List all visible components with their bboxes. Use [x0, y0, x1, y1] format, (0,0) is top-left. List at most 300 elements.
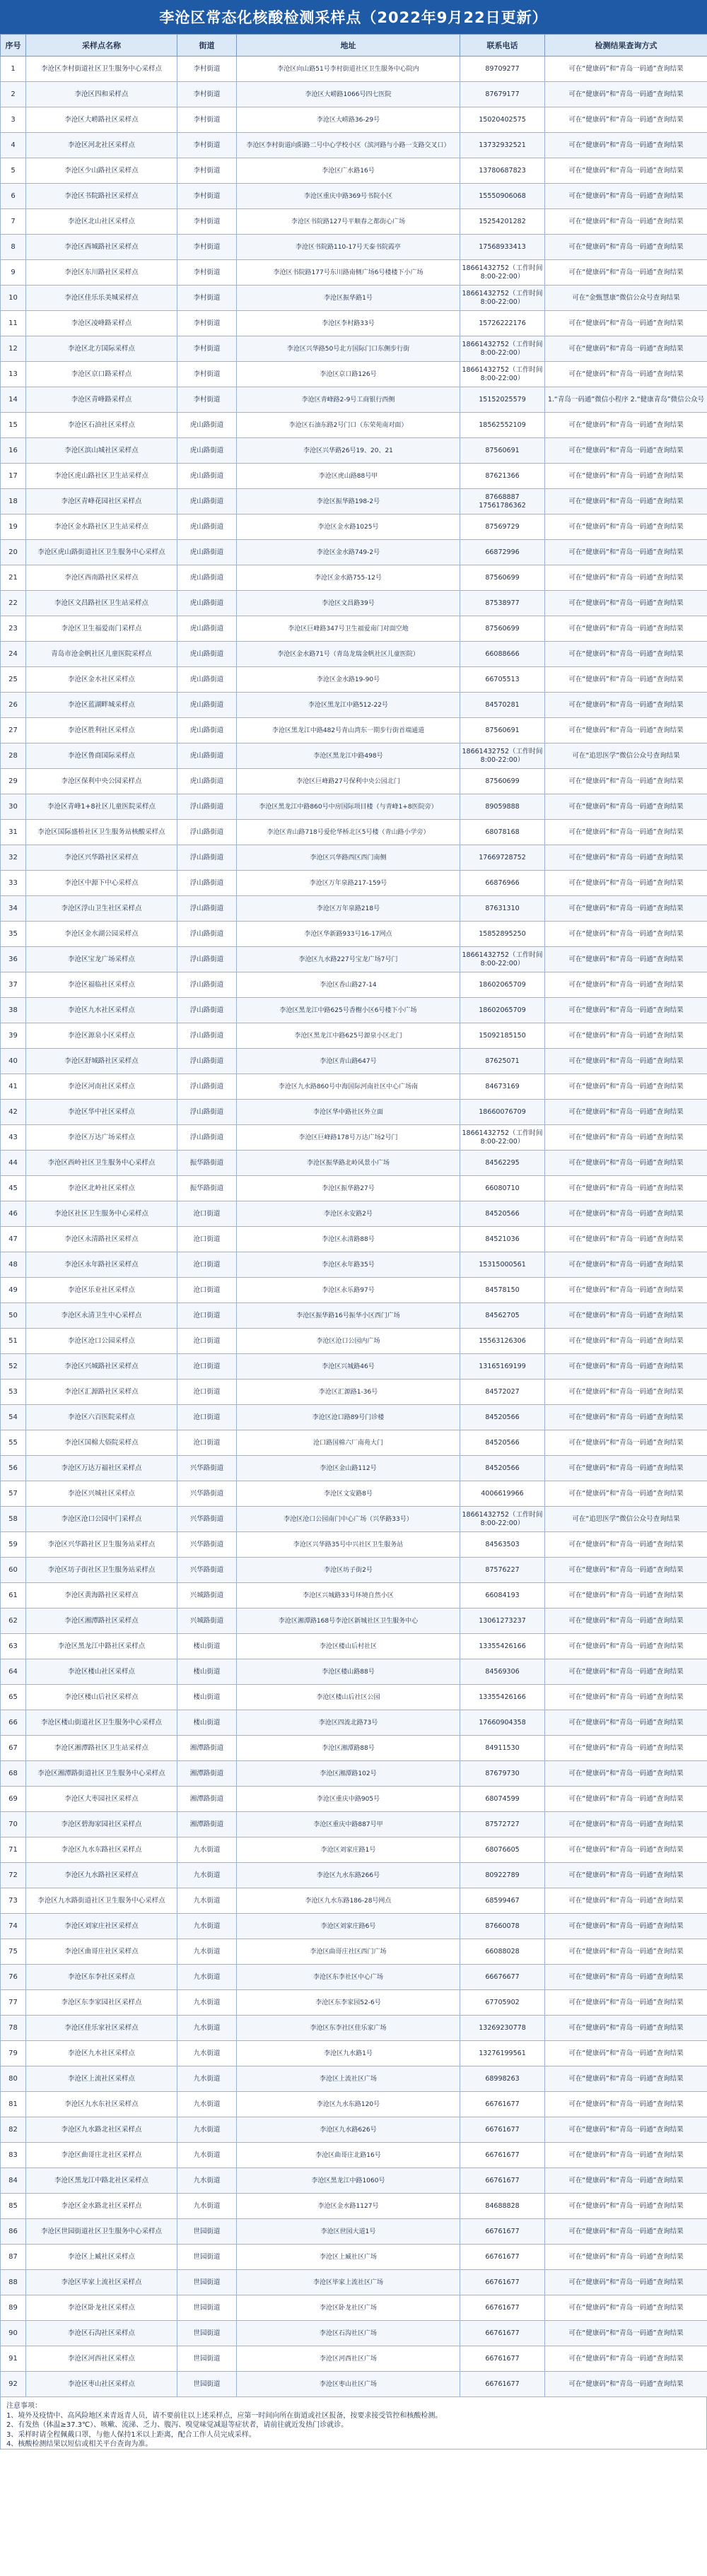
- street: 沧口街道: [177, 1201, 237, 1227]
- site-name: 李沧区西南路社区采样点: [26, 565, 177, 591]
- query-method: 可在“健康码”和“青岛一码通”查询结果: [545, 2245, 707, 2270]
- row-no: 2: [1, 82, 26, 107]
- query-method: 可在“健康码”和“青岛一码通”查询结果: [545, 1659, 707, 1685]
- street: 九水街道: [177, 2143, 237, 2168]
- street: 九水街道: [177, 1990, 237, 2016]
- query-method: 可在“健康码”和“青岛一码通”查询结果: [545, 1023, 707, 1049]
- query-method: 可在“健康码”和“青岛一码通”查询结果: [545, 1863, 707, 1888]
- site-name: 李沧区国棉大俗院采样点: [26, 1430, 177, 1456]
- site-name: 李沧区河北社区采样点: [26, 133, 177, 158]
- row-no: 87: [1, 2245, 26, 2270]
- table-row: [1, 1481, 707, 1507]
- street: 沧口街道: [177, 1227, 237, 1252]
- address: 李沧区华中路社区外立面: [237, 1100, 460, 1125]
- address: 李沧区重庆中路905号: [237, 1787, 460, 1812]
- row-no: 13: [1, 362, 26, 387]
- query-method: 可在“健康码”和“青岛一码通”查询结果: [545, 464, 707, 489]
- address: 李沧区永乐路97号: [237, 1278, 460, 1303]
- query-method: 可在“健康码”和“青岛一码通”查询结果: [545, 57, 707, 82]
- row-no: 10: [1, 286, 26, 311]
- address: 李沧区书院路127号平顺春之都街心广场: [237, 209, 460, 235]
- street: 九水街道: [177, 2041, 237, 2066]
- street: 楼山街道: [177, 1659, 237, 1685]
- row-no: 74: [1, 1914, 26, 1939]
- row-no: 85: [1, 2194, 26, 2219]
- phone: 13355426166: [460, 1634, 545, 1659]
- address: 李沧区楼山后村社区: [237, 1634, 460, 1659]
- query-method: 可在“健康码”和“青岛一码通”查询结果: [545, 947, 707, 972]
- phone: 84562295: [460, 1151, 545, 1176]
- table-row: [1, 336, 707, 362]
- row-no: 3: [1, 107, 26, 133]
- table-row: [1, 1532, 707, 1558]
- site-name: 李沧区河南社区采样点: [26, 1074, 177, 1100]
- phone: 15852895250: [460, 922, 545, 947]
- row-no: 84: [1, 2168, 26, 2194]
- address: 李沧区重庆中路369号书院小区: [237, 184, 460, 209]
- address: 李沧区香山路27-14: [237, 972, 460, 998]
- site-name: 李沧区世园街道社区卫生服务中心采样点: [26, 2219, 177, 2245]
- phone: 66761677: [460, 2219, 545, 2245]
- query-method: 可在“健康码”和“青岛一码通”查询结果: [545, 1303, 707, 1329]
- query-method: 1.“青岛一码通”微信小程序 2.“健康青岛”微信公众号: [545, 387, 707, 413]
- address: 李沧区振华路27号: [237, 1176, 460, 1201]
- table-row: [1, 438, 707, 464]
- phone: 87560699: [460, 769, 545, 794]
- street: 世园街道: [177, 2372, 237, 2397]
- row-no: 90: [1, 2321, 26, 2346]
- table-row: [1, 820, 707, 845]
- col-header-query: 检测结果查询方式: [545, 35, 707, 57]
- site-name: 李沧区东李家园社区采样点: [26, 1990, 177, 2016]
- street: 李村街道: [177, 311, 237, 336]
- street: 浮山路街道: [177, 1074, 237, 1100]
- site-name: 李沧区毕家上流社区采样点: [26, 2270, 177, 2295]
- row-no: 43: [1, 1125, 26, 1151]
- address: 李沧区向山路51号李村街道社区卫生服务中心院内: [237, 57, 460, 82]
- row-no: 48: [1, 1252, 26, 1278]
- street: 李村街道: [177, 336, 237, 362]
- query-method: 可在“健康码”和“青岛一码通”查询结果: [545, 1456, 707, 1481]
- table-row: [1, 1812, 707, 1837]
- row-no: 6: [1, 184, 26, 209]
- query-method: 可在“健康码”和“青岛一码通”查询结果: [545, 2295, 707, 2321]
- query-method: 可在“健康码”和“青岛一码通”查询结果: [545, 820, 707, 845]
- address: 李沧区湘潭路88号: [237, 1736, 460, 1761]
- notes: [0, 2397, 707, 2449]
- row-no: 65: [1, 1685, 26, 1710]
- phone: 66088028: [460, 1939, 545, 1965]
- street: 李村街道: [177, 387, 237, 413]
- address: 李沧区兴华路35号中兴社区卫生服务站: [237, 1532, 460, 1558]
- site-name: 李沧区东川路社区采样点: [26, 260, 177, 286]
- row-no: 60: [1, 1558, 26, 1583]
- phone: 89709277: [460, 57, 545, 82]
- site-name: 李沧区中源下中心采样点: [26, 871, 177, 896]
- street: 沧口街道: [177, 1380, 237, 1405]
- address: 李沧区金山路112号: [237, 1456, 460, 1481]
- table-row: [1, 1405, 707, 1430]
- query-method: 可在“健康码”和“青岛一码通”查询结果: [545, 489, 707, 514]
- street: 浮山路街道: [177, 871, 237, 896]
- row-no: 33: [1, 871, 26, 896]
- street: 虎山路街道: [177, 413, 237, 438]
- site-name: 李沧区黄海路社区采样点: [26, 1583, 177, 1608]
- address: 李沧区永清路88号: [237, 1227, 460, 1252]
- address: 李沧区万年泉路217-159号: [237, 871, 460, 896]
- street: 振华路街道: [177, 1151, 237, 1176]
- row-no: 23: [1, 616, 26, 642]
- address: 李沧区毕家上流社区广场: [237, 2270, 460, 2295]
- query-method: 可在“健康码”和“青岛一码通”查询结果: [545, 1990, 707, 2016]
- query-method: 可在“追思医学”微信公众号查询结果: [545, 1507, 707, 1532]
- street: 九水街道: [177, 1863, 237, 1888]
- address: 李沧区金水路1025号: [237, 514, 460, 540]
- row-no: 66: [1, 1710, 26, 1736]
- row-no: 15: [1, 413, 26, 438]
- site-name: 李沧区北方国际采样点: [26, 336, 177, 362]
- street: 李村街道: [177, 184, 237, 209]
- phone: 68998263: [460, 2066, 545, 2092]
- street: 李村街道: [177, 235, 237, 260]
- table-row: [1, 2092, 707, 2117]
- phone: 84911530: [460, 1736, 545, 1761]
- address: 李沧区永年路35号: [237, 1252, 460, 1278]
- street: 虎山路街道: [177, 438, 237, 464]
- street: 李村街道: [177, 362, 237, 387]
- row-no: 46: [1, 1201, 26, 1227]
- phone: 15254201282: [460, 209, 545, 235]
- address: 李沧区大崂路36-29号: [237, 107, 460, 133]
- table-row: [1, 82, 707, 107]
- query-method: 可在“健康码”和“青岛一码通”查询结果: [545, 2168, 707, 2194]
- address: 李沧区坊子街2号: [237, 1558, 460, 1583]
- address: 李沧区永安路2号: [237, 1201, 460, 1227]
- row-no: 5: [1, 158, 26, 184]
- table-row: [1, 1278, 707, 1303]
- address: 李沧区东李家园52-6号: [237, 1990, 460, 2016]
- street: 湘潭路街道: [177, 1812, 237, 1837]
- site-name: 李沧区湘潭路社区卫生站采样点: [26, 1736, 177, 1761]
- address: 李沧区刘家庄路1号: [237, 1837, 460, 1863]
- address: 李沧区沧口公园南门中心广场（兴华路33号）: [237, 1507, 460, 1532]
- table-row: [1, 133, 707, 158]
- address: 李沧区九水东路186-28号网点: [237, 1888, 460, 1914]
- query-method: 可在“健康码”和“青岛一码通”查询结果: [545, 2143, 707, 2168]
- street: 世园街道: [177, 2346, 237, 2372]
- table-row: [1, 1608, 707, 1634]
- site-name: 李沧区乐业社区采样点: [26, 1278, 177, 1303]
- row-no: 72: [1, 1863, 26, 1888]
- phone: 18661432752（工作时间8:00-22:00）: [460, 336, 545, 362]
- site-name: 李沧区虎山路街道社区卫生服务中心采样点: [26, 540, 177, 565]
- query-method: 可在“健康码”和“青岛一码通”查询结果: [545, 1736, 707, 1761]
- site-name: 李沧区卧龙社区采样点: [26, 2295, 177, 2321]
- row-no: 14: [1, 387, 26, 413]
- row-no: 24: [1, 642, 26, 667]
- row-no: 4: [1, 133, 26, 158]
- phone: 87560691: [460, 438, 545, 464]
- address: 李沧区曲哥庄北路16号: [237, 2143, 460, 2168]
- query-method: 可在“健康码”和“青岛一码通”查询结果: [545, 896, 707, 922]
- site-name: 李沧区鲁商国际采样点: [26, 743, 177, 769]
- table-row: [1, 2321, 707, 2346]
- street: 九水街道: [177, 2066, 237, 2092]
- site-name: 李沧区华中社区采样点: [26, 1100, 177, 1125]
- street: 沧口街道: [177, 1303, 237, 1329]
- phone: 18602065709: [460, 972, 545, 998]
- address: 李沧区石油东路2号门口（东荣苑南对面）: [237, 413, 460, 438]
- phone: 84520566: [460, 1456, 545, 1481]
- table-row: [1, 947, 707, 972]
- query-method: 可在“健康码”和“青岛一码通”查询结果: [545, 336, 707, 362]
- row-no: 18: [1, 489, 26, 514]
- phone: 13269230778: [460, 2016, 545, 2041]
- site-name: 李沧区凌峰路采样点: [26, 311, 177, 336]
- address: 李沧区兴华路26号19、20、21: [237, 438, 460, 464]
- street: 虎山路街道: [177, 718, 237, 743]
- street: 虎山路街道: [177, 743, 237, 769]
- table-row: [1, 769, 707, 794]
- phone: 66761677: [460, 2346, 545, 2372]
- site-name: 李沧区李村街道社区卫生服务中心采样点: [26, 57, 177, 82]
- site-name: 李沧区六百医院采样点: [26, 1405, 177, 1430]
- col-header-no: 序号: [1, 35, 26, 57]
- street: 浮山路街道: [177, 972, 237, 998]
- site-name: 李沧区曲哥庄北社区采样点: [26, 2143, 177, 2168]
- address: 李沧区九水路227号宝龙广场7号门: [237, 947, 460, 972]
- row-no: 47: [1, 1227, 26, 1252]
- query-method: 可在“健康码”和“青岛一码通”查询结果: [545, 1812, 707, 1837]
- street: 九水街道: [177, 1888, 237, 1914]
- street: 九水街道: [177, 1914, 237, 1939]
- street: 沧口街道: [177, 1405, 237, 1430]
- phone: 66872996: [460, 540, 545, 565]
- table-row: [1, 540, 707, 565]
- phone: 18562552109: [460, 413, 545, 438]
- phone: 84520566: [460, 1405, 545, 1430]
- query-method: 可在“健康码”和“青岛一码通”查询结果: [545, 1634, 707, 1659]
- row-no: 75: [1, 1939, 26, 1965]
- site-name: 李沧区西岭社区卫生服务中心采样点: [26, 1151, 177, 1176]
- address: 李沧区巨峰路27号保利中央公园北门: [237, 769, 460, 794]
- query-method: 可在“健康码”和“青岛一码通”查询结果: [545, 82, 707, 107]
- site-name: 李沧区九水东路社区采样点: [26, 1837, 177, 1863]
- query-method: 可在“健康码”和“青岛一码通”查询结果: [545, 1888, 707, 1914]
- street: 九水街道: [177, 1965, 237, 1990]
- row-no: 61: [1, 1583, 26, 1608]
- row-no: 67: [1, 1736, 26, 1761]
- phone: 66761677: [460, 2168, 545, 2194]
- table-row: [1, 489, 707, 514]
- site-name: 李沧区兴华路社区采样点: [26, 845, 177, 871]
- query-method: 可在“健康码”和“青岛一码通”查询结果: [545, 1608, 707, 1634]
- table-row: [1, 1685, 707, 1710]
- address: 李沧区汇源路1-36号: [237, 1380, 460, 1405]
- phone: 66761677: [460, 2143, 545, 2168]
- table-row: [1, 1201, 707, 1227]
- site-name: 李沧区曲哥庄社区采样点: [26, 1939, 177, 1965]
- phone: 18661432752（工作时间8:00-22:00）: [460, 1507, 545, 1532]
- row-no: 12: [1, 336, 26, 362]
- phone: 84562705: [460, 1303, 545, 1329]
- phone: 67705902: [460, 1990, 545, 2016]
- table-row: [1, 1252, 707, 1278]
- site-name: 李沧区黑龙江中路社区采样点: [26, 1634, 177, 1659]
- table-row: [1, 1227, 707, 1252]
- row-no: 21: [1, 565, 26, 591]
- phone: 13355426166: [460, 1685, 545, 1710]
- table-row: [1, 1787, 707, 1812]
- phone: 66676677: [460, 1965, 545, 1990]
- address: 李沧区文昌路39号: [237, 591, 460, 616]
- row-no: 89: [1, 2295, 26, 2321]
- row-no: 44: [1, 1151, 26, 1176]
- site-name: 李沧区楼山街道社区卫生服务中心采样点: [26, 1710, 177, 1736]
- query-method: 可在“健康码”和“青岛一码通”查询结果: [545, 1278, 707, 1303]
- query-method: 可在“健康码”和“青岛一码通”查询结果: [545, 667, 707, 693]
- row-no: 41: [1, 1074, 26, 1100]
- street: 虎山路街道: [177, 667, 237, 693]
- street: 湘潭路街道: [177, 1761, 237, 1787]
- query-method: 可在“健康码”和“青岛一码通”查询结果: [545, 998, 707, 1023]
- address: 李沧区书院路177号东川路南侧广场6号楼楼下小广场: [237, 260, 460, 286]
- site-name: 李沧区万达万福社区采样点: [26, 1456, 177, 1481]
- street: 楼山街道: [177, 1710, 237, 1736]
- address: 李沧区黑龙江中路512-22号: [237, 693, 460, 718]
- row-no: 58: [1, 1507, 26, 1532]
- address: 李沧区九水路860号中海国际河南社区中心广场南: [237, 1074, 460, 1100]
- table-row: [1, 2194, 707, 2219]
- table-row: [1, 311, 707, 336]
- table-row: [1, 1965, 707, 1990]
- phone: 84520566: [460, 1430, 545, 1456]
- row-no: 62: [1, 1608, 26, 1634]
- table-row: [1, 57, 707, 82]
- table-row: [1, 1125, 707, 1151]
- street: 九水街道: [177, 2117, 237, 2143]
- street: 世园街道: [177, 2295, 237, 2321]
- street: 李村街道: [177, 107, 237, 133]
- table-row: [1, 642, 707, 667]
- site-name: 李沧区汇源路社区采样点: [26, 1380, 177, 1405]
- street: 李村街道: [177, 260, 237, 286]
- table-row: [1, 235, 707, 260]
- row-no: 57: [1, 1481, 26, 1507]
- phone: 87660078: [460, 1914, 545, 1939]
- table-row: [1, 107, 707, 133]
- row-no: 40: [1, 1049, 26, 1074]
- row-no: 28: [1, 743, 26, 769]
- table-row: [1, 1303, 707, 1329]
- query-method: 可在“健康码”和“青岛一码通”查询结果: [545, 642, 707, 667]
- table-row: [1, 1710, 707, 1736]
- phone: 66080710: [460, 1176, 545, 1201]
- table-row: [1, 1863, 707, 1888]
- site-name: 李沧区金水社区采样点: [26, 667, 177, 693]
- table-row: [1, 2117, 707, 2143]
- table-row: [1, 1837, 707, 1863]
- query-method: 可在“健康码”和“青岛一码通”查询结果: [545, 438, 707, 464]
- query-method: 可在“健康码”和“青岛一码通”查询结果: [545, 2092, 707, 2117]
- table-row: [1, 1023, 707, 1049]
- table-row: [1, 1990, 707, 2016]
- col-header-phone: 联系电话: [460, 35, 545, 57]
- row-no: 53: [1, 1380, 26, 1405]
- address: 李沧区兴城路33号环境自然小区: [237, 1583, 460, 1608]
- site-name: 李沧区佳乐家社区采样点: [26, 2016, 177, 2041]
- address: 李沧区金水路71号（青岛龙瑞金帆社区儿童医院）: [237, 642, 460, 667]
- phone: 87621366: [460, 464, 545, 489]
- table-row: [1, 1507, 707, 1532]
- page-title: 李沧区常态化核酸检测采样点（2022年9月22日更新）: [0, 0, 707, 34]
- address: 李沧区广水路16号: [237, 158, 460, 184]
- query-method: 可在“健康码”和“青岛一码通”查询结果: [545, 1532, 707, 1558]
- site-name: 李沧区金水路社区卫生站采样点: [26, 514, 177, 540]
- row-no: 27: [1, 718, 26, 743]
- phone: 18602065709: [460, 998, 545, 1023]
- row-no: 51: [1, 1329, 26, 1354]
- query-method: 可在“健康码”和“青岛一码通”查询结果: [545, 1710, 707, 1736]
- row-no: 26: [1, 693, 26, 718]
- site-name: 李沧区兴华路社区卫生服务站采样点: [26, 1532, 177, 1558]
- phone: 66705513: [460, 667, 545, 693]
- query-method: 可在“健康码”和“青岛一码通”查询结果: [545, 2016, 707, 2041]
- query-method: 可在“追思医学”微信公众号查询结果: [545, 743, 707, 769]
- site-name: 李沧区九水社区采样点: [26, 998, 177, 1023]
- row-no: 77: [1, 1990, 26, 2016]
- site-name: 李沧区浮山卫生社区采样点: [26, 896, 177, 922]
- table-row: [1, 667, 707, 693]
- address: 李沧区河西社区广场: [237, 2346, 460, 2372]
- street: 湘潭路街道: [177, 1736, 237, 1761]
- street: 浮山路街道: [177, 896, 237, 922]
- row-no: 73: [1, 1888, 26, 1914]
- phone: 13061273237: [460, 1608, 545, 1634]
- row-no: 42: [1, 1100, 26, 1125]
- phone: 17660904358: [460, 1710, 545, 1736]
- col-header-street: 街道: [177, 35, 237, 57]
- phone: 68076605: [460, 1837, 545, 1863]
- table-row: [1, 693, 707, 718]
- site-name: 李沧区西城路社区采样点: [26, 235, 177, 260]
- query-method: 可在“健康码”和“青岛一码通”查询结果: [545, 1430, 707, 1456]
- address: 李沧区枣山社区广场: [237, 2372, 460, 2397]
- site-name: 李沧区佳乐乐美城采样点: [26, 286, 177, 311]
- street: 沧口街道: [177, 1278, 237, 1303]
- query-method: 可在“健康码”和“青岛一码通”查询结果: [545, 1761, 707, 1787]
- phone: 15020402575: [460, 107, 545, 133]
- query-method: 可在“健康码”和“青岛一码通”查询结果: [545, 972, 707, 998]
- street: 九水街道: [177, 1939, 237, 1965]
- address: 李沧区金水路749-2号: [237, 540, 460, 565]
- street: 浮山路街道: [177, 1100, 237, 1125]
- query-method: 可在“健康码”和“青岛一码通”查询结果: [545, 362, 707, 387]
- query-method: 可在“健康码”和“青岛一码通”查询结果: [545, 1125, 707, 1151]
- row-no: 88: [1, 2270, 26, 2295]
- table-row: [1, 286, 707, 311]
- query-method: 可在“健康码”和“青岛一码通”查询结果: [545, 718, 707, 743]
- address: 李沧区刘家庄路6号: [237, 1914, 460, 1939]
- note-line: 2、有发热（体温≥37.3℃）、咳嗽、流涕、乏力、腹泻、嗅觉味觉减退等症状者，请前往就近发热门诊就诊。: [6, 2421, 349, 2430]
- address: 李沧区巨峰路178号万达广场2号门: [237, 1125, 460, 1151]
- address: 李沧区李村路33号: [237, 311, 460, 336]
- phone: 68599467: [460, 1888, 545, 1914]
- query-method: 可在“健康码”和“青岛一码通”查询结果: [545, 209, 707, 235]
- street: 兴华路街道: [177, 1507, 237, 1532]
- query-method: 可在“健康码”和“青岛一码通”查询结果: [545, 1558, 707, 1583]
- address: 李沧区四流北路73号: [237, 1710, 460, 1736]
